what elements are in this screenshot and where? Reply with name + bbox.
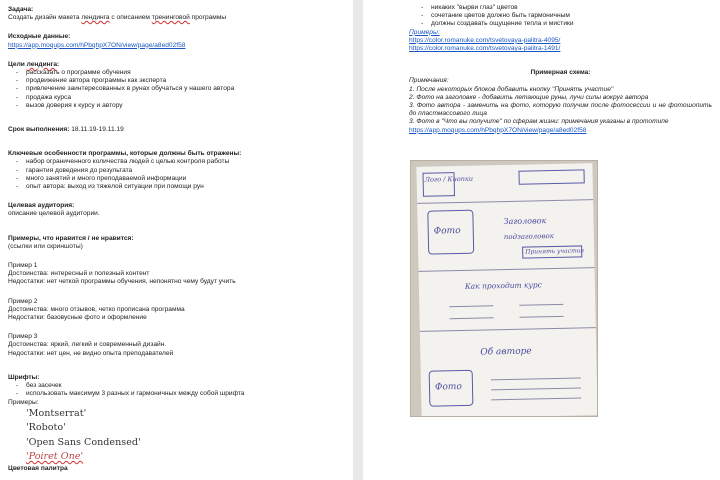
document-page-left — [0, 0, 353, 480]
font-sample-montserrat: 'Montserrat' — [26, 407, 87, 419]
audience-heading: Целевая аудитория: — [8, 202, 75, 210]
feature-item: - гарантия доведения до результата — [26, 167, 345, 175]
sketch-line — [491, 397, 581, 400]
sketch-cta-label: Принять участие — [525, 247, 585, 256]
feature-item: - опыт автора: выход из тяжелой ситуации при помощи рун — [26, 183, 345, 191]
font-rule-item: - без засечек — [26, 382, 345, 390]
color-rules-list — [409, 4, 712, 29]
sketch-photo — [410, 160, 598, 417]
notes-label: Примечания: — [409, 77, 449, 85]
note-4: 3. Фото в "Что вы получите" по сферам жизни: примечания указаны в прототипе — [409, 118, 669, 126]
goals-list — [8, 69, 345, 110]
audience-text: описание целевой аудитории. — [8, 210, 100, 218]
color-rule-item: - никаких "вырви глаз" цветов — [431, 4, 712, 12]
sketch-title: Заголовок — [503, 216, 547, 227]
sketch-program-label: Как проходит курс — [464, 280, 542, 291]
sketch-logo-label: Лого / Кнопки — [424, 174, 474, 184]
example1-pro: Достоинства: интересный и полезный контент — [8, 270, 150, 278]
sketch-divider — [420, 327, 596, 332]
fonts-heading: Шрифты: — [8, 373, 40, 381]
sketch-line — [491, 377, 581, 380]
example2-title: Пример 2 — [8, 297, 38, 305]
feature-item: - набор ограниченного количества людей с целью контроля работы — [26, 158, 345, 166]
example2-con: Недостатки: базовусные фото и оформление — [8, 314, 147, 322]
goal-item: - вызов доверия к курсу и автору — [26, 102, 345, 110]
goal-item: - привлечение заинтересованных в рунах обучаться у нашего автора — [26, 85, 345, 93]
example1-title: Пример 1 — [8, 262, 38, 270]
color-rule-item: - сочетание цветов должно быть гармоничным — [431, 12, 712, 20]
note-2: 2. Фото на заголовке - добавить летающие руны, лучи силы вокруг автора — [409, 93, 649, 101]
feature-item: - много занятий и много преподаваемой информации — [26, 175, 345, 183]
sketch-line — [491, 387, 581, 390]
sketch-line — [520, 316, 564, 318]
source-heading: Исходные данные: — [8, 33, 71, 41]
goal-item: - продажа курса — [26, 94, 345, 102]
task-text: Создать дизайн макета лендинга с описанием тренинговой программы — [8, 14, 227, 22]
color-link-1[interactable]: https://color.romanuke.com/tsvetovaya-palitra-4095/ — [409, 36, 561, 44]
features-heading: Ключевые особенности программы, которые должны быть отражены: — [8, 150, 242, 158]
source-link[interactable]: https://app.moqups.com/hPbqhpX7ON/view/page/a8ed02f58 — [8, 41, 186, 49]
color-rule-item: - должны создавать ощущение тепла и мистики — [431, 20, 712, 28]
goals-heading: Цели лендинга: — [8, 60, 60, 68]
sketch-line — [450, 317, 494, 319]
goal-item: - продвижение автора программы как эксперта — [26, 77, 345, 85]
example3-con: Недостатки: нет цен, не видно опыта преподавателей — [8, 349, 174, 357]
fonts-examples-label: Примеры: — [8, 398, 39, 406]
sketch-about-label: Об авторе — [480, 346, 532, 358]
example2-pro: Достоинства: много отзывов, четко прописана программа — [8, 305, 185, 313]
example3-pro: Достоинства: яркий, легкий и современный дизайн. — [8, 341, 167, 349]
color-examples-label: Примеры: — [409, 28, 440, 36]
examples-sub: (ссылки или скриншоты) — [8, 242, 83, 250]
task-heading: Задача: — [8, 6, 34, 13]
note-1: 1. После некоторых блоков добавить кнопку "Принять участие" — [409, 85, 614, 93]
font-rule-item: - использовать максимум 3 разных и гармоничных между собой шрифта — [26, 390, 345, 398]
palette-heading: Цветовая палитра — [8, 464, 68, 472]
sketch-divider — [419, 267, 595, 272]
page-gap — [353, 0, 363, 480]
sketch-line — [519, 304, 563, 306]
goal-item: - рассказать о программе обучения — [26, 69, 345, 77]
sketch-photo-label-2: Фото — [434, 381, 462, 393]
sketch-subtitle: подзаголовок — [503, 232, 554, 242]
sketch-divider — [417, 199, 593, 204]
deadline: Срок выполнения: 18.11.19-19.11.19 — [8, 126, 124, 134]
font-sample-open-sans: 'Open Sans Condensed' — [26, 436, 141, 448]
example1-con: Недостатки: нет четкой программы обучения, непонятно чему будут учить — [8, 278, 236, 286]
example3-title: Пример 3 — [8, 333, 38, 341]
fonts-rules-list — [8, 382, 345, 398]
notes-link[interactable]: https://app.moqups.com/hPbqhpX7ON/view/page/a8ed02f58 — [409, 126, 587, 134]
color-link-2[interactable]: https://color.romanuke.com/tsvetovaya-palitra-1491/ — [409, 45, 561, 53]
scheme-heading: Примерная схема: — [530, 69, 591, 77]
font-sample-roboto: 'Roboto' — [26, 422, 66, 434]
note-3: 3. Фото автора - заменить на фото, которую получим после фотосессии и не фотошопить до пластмассового лица — [409, 102, 712, 118]
examples-heading: Примеры, что нравится / не нравится: — [8, 234, 134, 242]
font-sample-poiret: 'Poiret One' — [26, 451, 84, 463]
sketch-line — [449, 305, 493, 307]
sketch-menu-box — [518, 169, 584, 184]
sketch-paper — [416, 163, 597, 417]
sketch-photo-label-1: Фото — [433, 225, 461, 237]
features-list — [8, 158, 345, 191]
